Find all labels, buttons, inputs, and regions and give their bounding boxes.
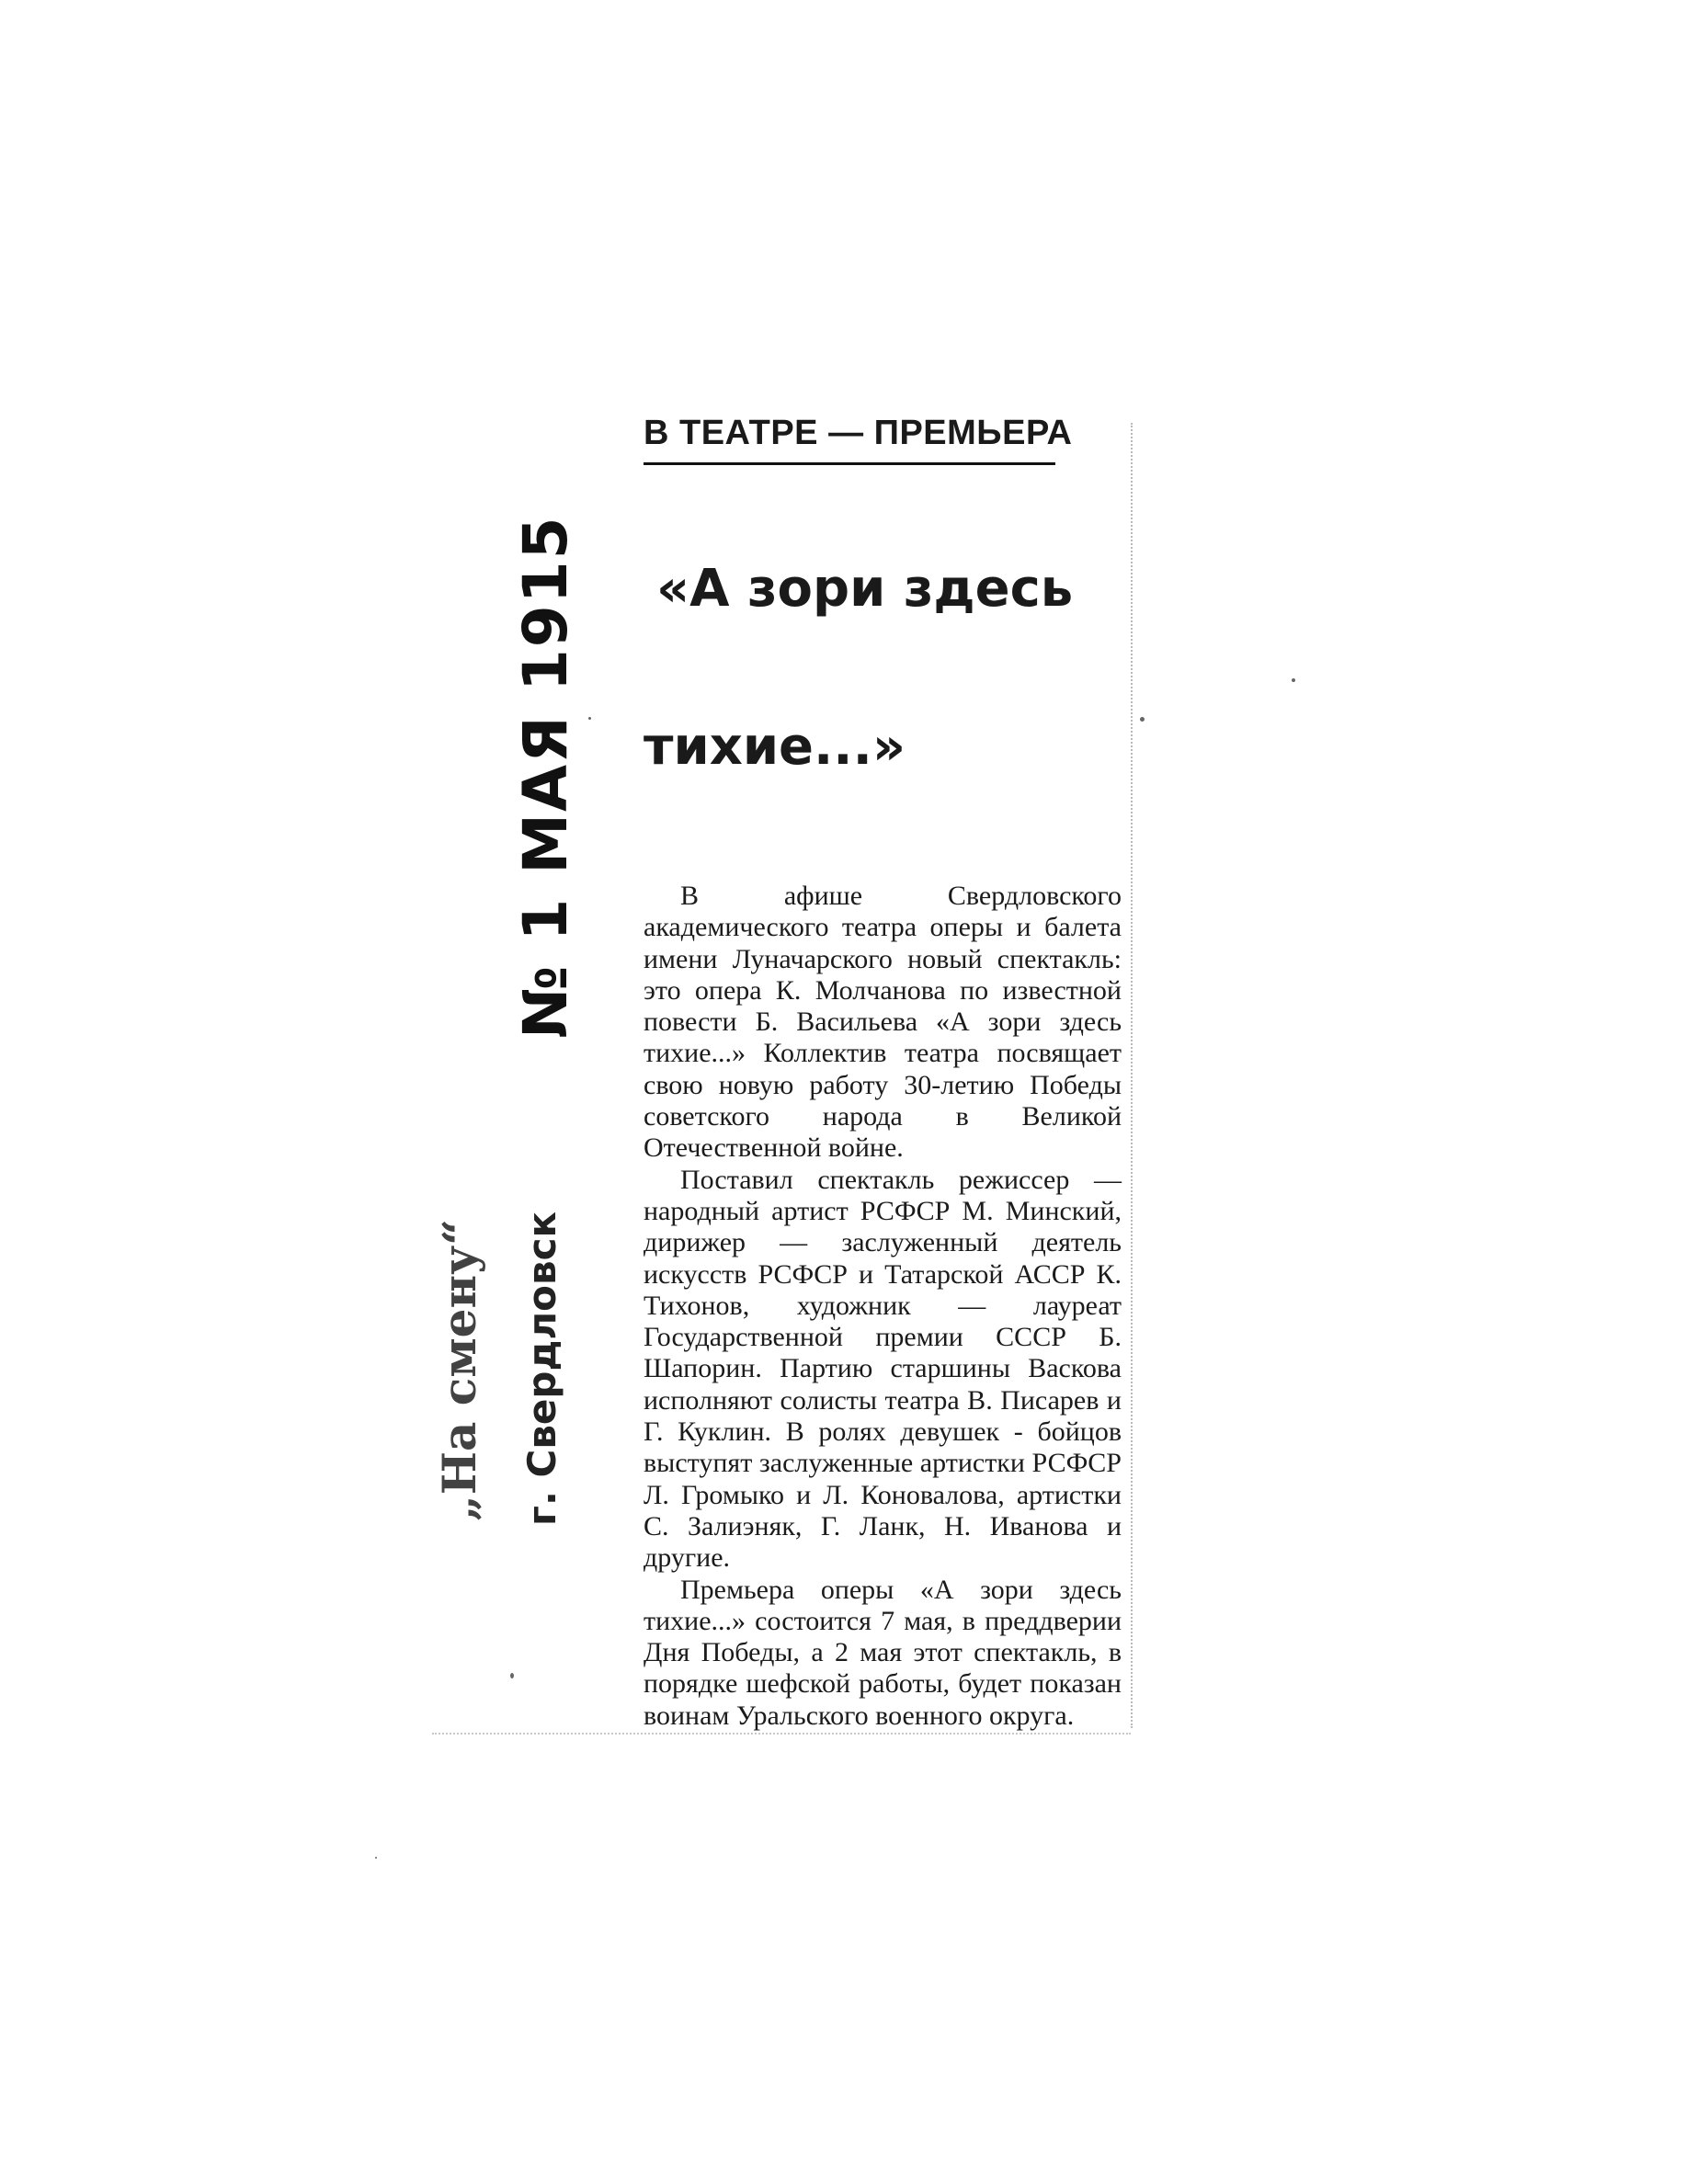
article-paragraph: Премьера оперы «А зори здесь тихие...» состоится 7 мая, в преддверии Дня Победы, а 2 мая этот спектакль, в порядке шефской работы, будет показан воинам Уральского военного округа.: [644, 1574, 1122, 1731]
article-paragraph: Поставил спектакль режиссер — народный артист РСФСР М. Минский, дирижер — заслуженный деятель искусств РСФСР и Татарской АССР К. Тихонов, художник — лауреат Государственной премии СССР Б. Шапорин. Партию старшины Васкова исполняют солисты театра В. Писарев и Г. Куклин. В ролях девушек - бойцов выступят заслуженные артистки РСФСР Л. Громыко и Л. Коновалова, артистки С. Залиэняк, Г. Ланк, Н. Иванова и другие.: [644, 1164, 1122, 1574]
scan-speck: [588, 717, 591, 720]
headline-line-2: тихие...»: [644, 717, 906, 777]
article-rubric: В ТЕАТРЕ — ПРЕМЬЕРА: [644, 414, 1055, 465]
scan-speck: [375, 1857, 377, 1859]
newspaper-clipping: [644, 414, 1158, 1737]
stamp-date: № 1 МАЯ 1915: [510, 515, 581, 1039]
article-paragraph: В афише Свердловского академического театра оперы и балета имени Луначарского новый спектакль: это опера К. Молчанова по известной повести Б. Васильева «А зори здесь тихие...» Коллектив театра посвящает свою новую работу 30-летию Победы советского народа в Великой Отечественной войне.: [644, 881, 1122, 1164]
clipping-cut-edge-bottom: [432, 1733, 1131, 1735]
scan-speck: [1292, 678, 1295, 682]
scan-speck: [1140, 717, 1145, 722]
stamp-newspaper-name: „На смену“: [432, 1219, 486, 1521]
scan-speck: [510, 1673, 514, 1678]
headline-line-1: «А зори здесь: [656, 559, 1074, 619]
article-headline: [644, 471, 1158, 866]
stamp-city: г. Свердловск: [519, 1211, 564, 1526]
article-body: [644, 881, 1122, 1732]
clipping-cut-edge-right: [1131, 423, 1133, 1728]
